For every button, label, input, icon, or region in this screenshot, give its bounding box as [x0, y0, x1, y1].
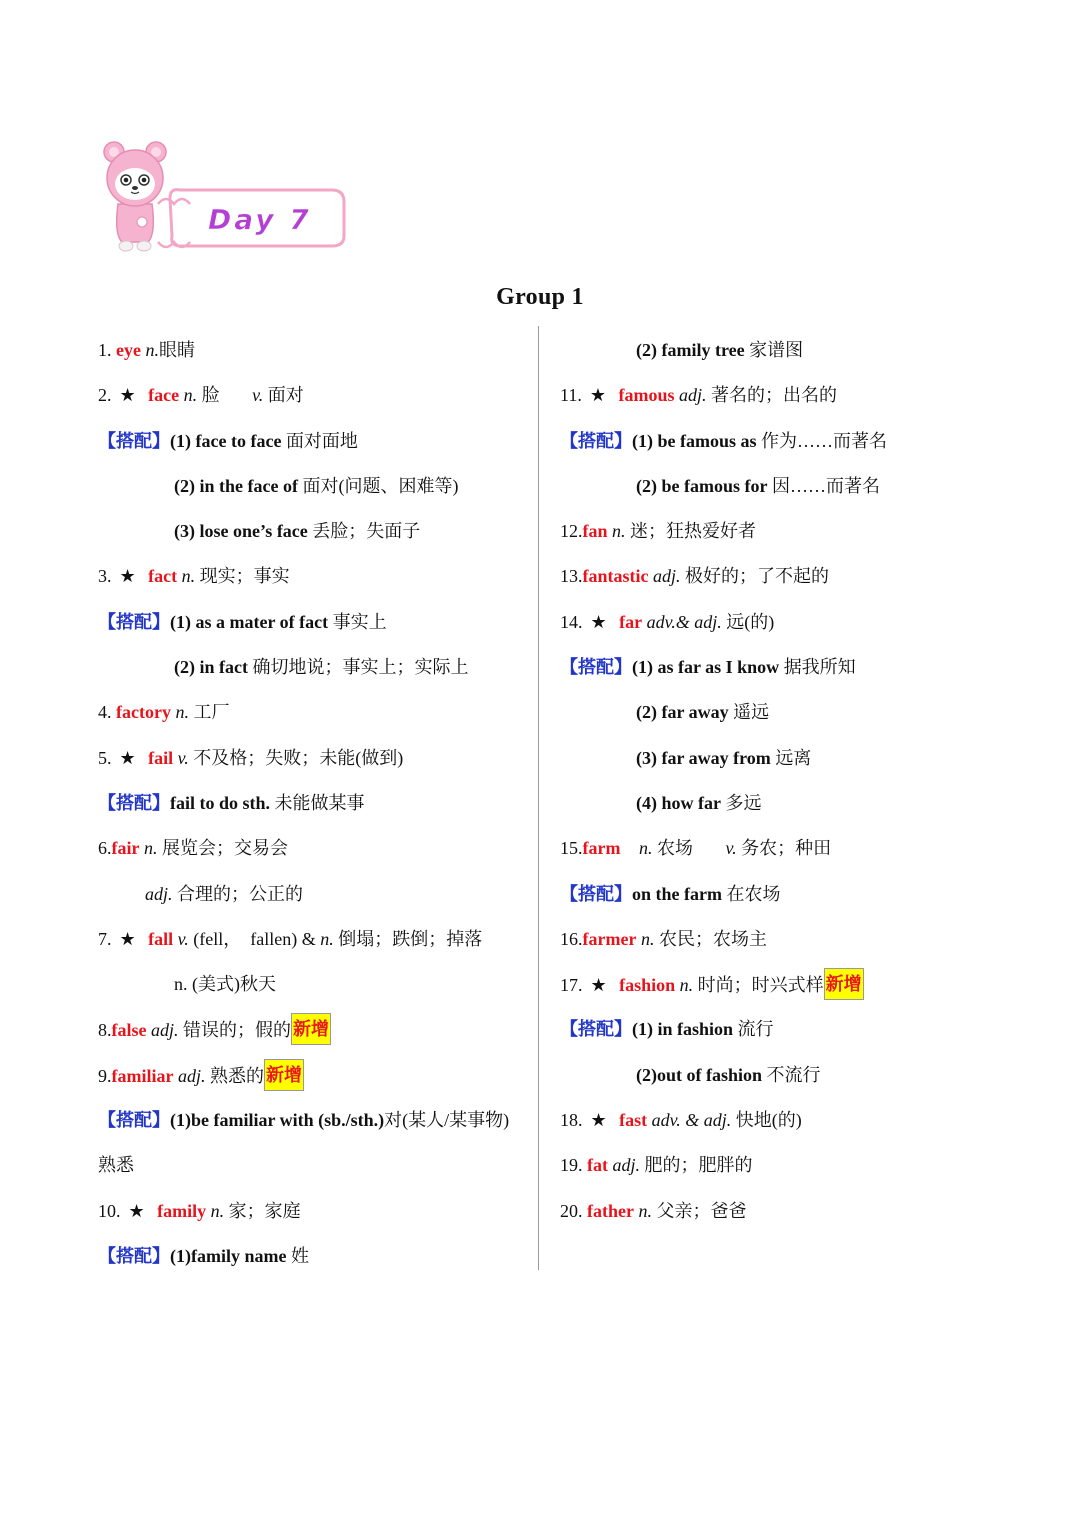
star-icon: ★	[128, 1200, 145, 1221]
collocation-2-2	[98, 470, 534, 515]
star-icon: ★	[119, 566, 136, 587]
collocation-meaning: 未能做某事	[274, 792, 365, 813]
collocation-phrase: (1) be famous as	[632, 430, 757, 451]
collocation-meaning: 据我所知	[783, 657, 856, 678]
entry-1	[98, 334, 534, 379]
collocation-meaning: 流行	[737, 1019, 774, 1040]
entry-meaning-2: 务农；种田	[741, 838, 832, 859]
collocation-phrase: (2) family tree	[636, 340, 745, 360]
entry-number: 7.	[98, 928, 112, 949]
collocation-phrase: (2) in the face of	[174, 475, 298, 496]
entry-number: 19.	[560, 1155, 583, 1176]
star-icon: ★	[590, 975, 607, 996]
entry-number: 14.	[560, 611, 583, 632]
collocation-phrase: on the farm	[632, 883, 722, 904]
collocation-phrase: fail to do sth.	[170, 792, 271, 813]
entry-6-sense-2	[98, 878, 534, 923]
collocation-tag: 【搭配】	[98, 1245, 170, 1266]
entry-word: farm	[582, 838, 621, 859]
right-column	[560, 334, 1000, 1240]
entry-word: face	[148, 385, 180, 406]
collocation-3-2	[98, 651, 534, 696]
left-column	[98, 334, 534, 1285]
entry-meaning: 迷；狂热爱好者	[630, 521, 757, 542]
collocation-tag: 【搭配】	[560, 657, 632, 678]
entry-word: false	[111, 1020, 147, 1041]
entry-number: 9.	[98, 1065, 112, 1086]
collocation-phrase: (1) face to face	[170, 430, 282, 451]
entry-meaning-2: 面对	[267, 385, 304, 406]
collocation-14-2	[560, 696, 1000, 741]
entry-pos: n.	[640, 928, 655, 949]
entry-word: fashion	[619, 975, 676, 996]
entry-pos-2: adj.	[145, 883, 173, 904]
entry-meaning: 极好的；了不起的	[685, 566, 830, 587]
entry-pos-n: n.	[320, 928, 334, 949]
entry-word: fact	[148, 566, 178, 587]
collocation-phrase: (1) as far as I know	[632, 657, 780, 678]
entry-meaning: 时尚；时兴式样	[697, 975, 824, 996]
star-icon: ★	[119, 747, 136, 768]
entry-pos: adv. & adj.	[651, 1110, 732, 1131]
entry-pos: n.	[175, 702, 189, 723]
entry-13	[560, 560, 1000, 605]
collocation-meaning: 事实上	[332, 611, 387, 632]
entry-meaning: 错误的；假的	[183, 1020, 292, 1041]
collocation-meaning: 对(某人/某事物)	[384, 1110, 510, 1131]
entry-7-sense-2	[98, 968, 534, 1013]
collocation-tag: 【搭配】	[98, 792, 170, 813]
entry-word: eye	[116, 340, 141, 360]
collocation-phrase: (1) in fashion	[632, 1019, 734, 1040]
entry-pos: v.	[177, 928, 189, 949]
entry-word: fail	[148, 747, 174, 768]
entry-meaning-2: 合理的；公正的	[177, 883, 304, 904]
entry-pos: adj.	[151, 1020, 179, 1041]
entry-meaning: 著名的；出名的	[711, 385, 838, 406]
collocation-tag: 【搭配】	[560, 1019, 632, 1040]
entry-word: farmer	[582, 928, 637, 949]
collocation-meaning: 确切地说；事实上；实际上	[252, 657, 469, 678]
entry-number: 5.	[98, 747, 112, 768]
entry-pos: v.	[177, 747, 189, 768]
entry-meaning: 农民；农场主	[658, 928, 767, 949]
entry-10	[98, 1195, 534, 1240]
collocation-phrase: (2)out of fashion	[636, 1064, 763, 1085]
collocation-11-1	[560, 425, 1000, 470]
entry-pos-2: v.	[252, 385, 264, 406]
collocation-2-3	[98, 515, 534, 560]
collocation-meaning: 面对(问题、困难等)	[302, 475, 459, 496]
entry-pos: n.	[679, 975, 694, 996]
entry-word: fast	[619, 1110, 648, 1131]
entry-18	[560, 1104, 1000, 1149]
entry-17	[560, 968, 1000, 1013]
collocation-meaning: 作为……而著名	[761, 430, 887, 451]
collocation-phrase: (3) far away from	[636, 747, 771, 768]
entry-meaning: 工厂	[193, 702, 230, 723]
collocation-3-1	[98, 606, 534, 651]
entry-14	[560, 606, 1000, 651]
star-icon: ★	[119, 928, 136, 949]
entry-meaning: 肥的；肥胖的	[644, 1155, 753, 1176]
entry-6	[98, 832, 534, 877]
entry-pos: n.	[143, 838, 158, 859]
entry-pos: n.	[183, 385, 198, 406]
collocation-10-2	[560, 334, 1000, 379]
collocation-17-2	[560, 1059, 1000, 1104]
collocation-phrase: (3) lose one’s face	[174, 521, 308, 542]
new-badge: 新增	[824, 968, 864, 1000]
entry-5	[98, 742, 534, 787]
collocation-meaning: 家谱图	[749, 340, 804, 360]
entry-16	[560, 923, 1000, 968]
entry-meaning: 父亲；爸爸	[656, 1200, 747, 1221]
entry-meaning: 家；家庭	[228, 1200, 301, 1221]
collocation-tag: 【搭配】	[98, 1110, 170, 1131]
collocation-phrase: (2) in fact	[174, 657, 248, 678]
entry-8	[98, 1013, 534, 1058]
entry-word: fat	[587, 1155, 608, 1176]
collocation-14-3	[560, 742, 1000, 787]
entry-number: 8.	[98, 1020, 112, 1041]
group-title: Group 1	[496, 284, 584, 310]
entry-meaning: 快地(的)	[735, 1110, 802, 1131]
entry-meaning: 农场	[656, 838, 693, 859]
collocation-meaning: 姓	[290, 1245, 309, 1266]
entry-word: fair	[111, 838, 140, 859]
collocation-14-1	[560, 651, 1000, 696]
collocation-meaning: 多远	[725, 792, 762, 813]
entry-number: 12.	[560, 521, 583, 542]
collocation-10-1	[98, 1240, 534, 1285]
entry-word: father	[587, 1200, 634, 1221]
collocation-meaning: 在农场	[726, 883, 781, 904]
entry-number: 20.	[560, 1200, 583, 1221]
collocation-phrase: (1)be familiar with (sb./sth.)	[170, 1110, 385, 1131]
entry-word: far	[619, 611, 643, 632]
entry-19	[560, 1149, 1000, 1194]
collocation-phrase: (1)family name	[170, 1245, 287, 1266]
collocation-tag: 【搭配】	[98, 430, 170, 451]
entry-pos-2: v.	[725, 838, 737, 859]
collocation-9-1	[98, 1104, 534, 1149]
entry-9	[98, 1059, 534, 1104]
entry-pos: n.	[638, 1200, 652, 1221]
day-logo	[100, 138, 350, 254]
entry-meaning: 倒塌；跌倒；掉落	[338, 928, 483, 949]
entry-pos: adj.	[679, 385, 707, 406]
entry-meaning: 熟悉的	[210, 1065, 264, 1086]
entry-word: famous	[618, 385, 675, 406]
entry-pos: n.	[638, 838, 653, 859]
collocation-phrase: (2) far away	[636, 702, 729, 723]
entry-meaning: 脸	[201, 385, 220, 406]
entry-number: 10.	[98, 1200, 121, 1221]
star-icon: ★	[589, 385, 606, 406]
collocation-meaning: 因……而著名	[771, 475, 880, 496]
collocation-meaning-cont: 熟悉	[98, 1155, 134, 1176]
collocation-14-4	[560, 787, 1000, 832]
star-icon: ★	[590, 1110, 607, 1131]
star-icon: ★	[590, 611, 607, 632]
collocation-5-1	[98, 787, 534, 832]
entry-pos: adj.	[653, 566, 681, 587]
entry-meaning: 眼睛	[158, 340, 195, 360]
entry-number: 3.	[98, 566, 112, 587]
entry-number: 11.	[560, 385, 582, 406]
entry-meaning: 现实；事实	[199, 566, 290, 587]
entry-20	[560, 1195, 1000, 1240]
collocation-tag: 【搭配】	[560, 430, 632, 451]
entry-number: 17.	[560, 975, 583, 996]
entry-pos: n.	[145, 340, 159, 360]
entry-2	[98, 379, 534, 424]
entry-word: fantastic	[582, 566, 649, 587]
collocation-meaning: 面对面地	[285, 430, 358, 451]
entry-word: fall	[148, 928, 174, 949]
collocation-phrase: (2) be famous for	[636, 475, 768, 496]
entry-number: 1.	[98, 340, 112, 360]
collocation-phrase: (1) as a mater of fact	[170, 611, 329, 632]
entry-pos: n.	[210, 1200, 225, 1221]
entry-number: 4.	[98, 702, 112, 723]
entry-word: familiar	[111, 1065, 174, 1086]
entry-meaning: 不及格；失败；未能(做到)	[193, 747, 404, 768]
entry-4	[98, 696, 534, 741]
entry-12	[560, 515, 1000, 560]
entry-number: 18.	[560, 1110, 583, 1131]
entry-number: 15.	[560, 838, 583, 859]
entry-number: 16.	[560, 928, 583, 949]
entry-pos: adv.& adj.	[646, 611, 722, 632]
entry-meaning: 展览会；交易会	[161, 838, 288, 859]
new-badge: 新增	[291, 1013, 331, 1045]
collocation-11-2	[560, 470, 1000, 515]
entry-number: 2.	[98, 385, 112, 406]
entry-pos: adj.	[612, 1155, 641, 1176]
entry-pos: n.	[612, 521, 626, 542]
column-divider	[538, 326, 539, 1270]
entry-number: 6.	[98, 838, 112, 859]
entry-11	[560, 379, 1000, 424]
collocation-meaning: 遥远	[733, 702, 770, 723]
entry-word: factory	[116, 702, 171, 723]
entry-number: 13.	[560, 566, 583, 587]
collocation-meaning: 远离	[775, 747, 812, 768]
collocation-phrase: (4) how far	[636, 792, 721, 813]
day-label: Day 7	[208, 203, 312, 236]
entry-meaning: 远(的)	[726, 611, 775, 632]
entry-pos: adj.	[177, 1065, 206, 1086]
star-icon: ★	[119, 385, 136, 406]
entry-15	[560, 832, 1000, 877]
collocation-tag: 【搭配】	[560, 883, 632, 904]
collocation-meaning: 丢脸；失面子	[312, 521, 421, 542]
entry-pos: n.	[181, 566, 196, 587]
entry-word: fan	[582, 521, 608, 542]
entry-3	[98, 560, 534, 605]
entry-7	[98, 923, 534, 968]
new-badge: 新增	[264, 1059, 304, 1091]
collocation-meaning: 不流行	[766, 1064, 821, 1085]
entry-forms: (fell， fallen) &	[193, 928, 316, 949]
collocation-2-1	[98, 425, 534, 470]
entry-word: family	[157, 1200, 207, 1221]
collocation-9-1-wrap	[98, 1149, 534, 1194]
collocation-tag: 【搭配】	[98, 611, 170, 632]
entry-meaning-2: n. (美式)秋天	[174, 974, 276, 995]
collocation-15-1	[560, 878, 1000, 923]
collocation-17-1	[560, 1013, 1000, 1058]
